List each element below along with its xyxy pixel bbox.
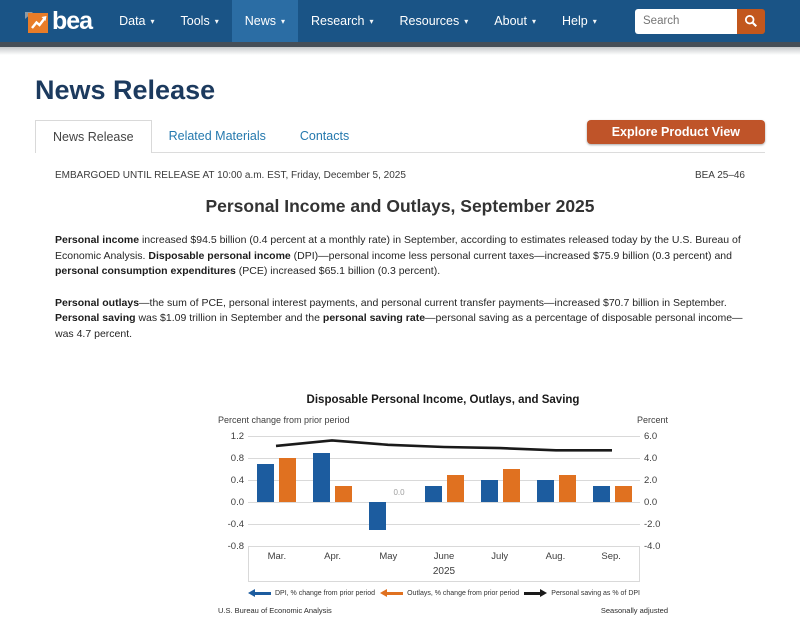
nav-item-research[interactable]: Research ▾ [311,14,374,28]
right-tick-label: 0.0 [644,496,658,508]
chart-title: Disposable Personal Income, Outlays, and Saving [306,394,580,407]
plot-area [248,436,640,546]
search-input[interactable] [635,9,737,34]
tabs-row [35,120,765,153]
article-body [35,233,765,342]
right-tick-label: 4.0 [644,452,658,464]
tab-related-materials[interactable]: Related Materials [168,129,266,143]
release-number: BEA 25–46 [694,170,745,181]
chevron-down-icon: ▾ [214,16,219,26]
right-axis-ticks [642,430,668,552]
bea-chart-logo-icon [24,9,49,34]
legend-label: DPI, % change from prior period [275,589,375,597]
source-note: U.S. Bureau of Economic Analysis [218,606,332,616]
bea-logo[interactable] [24,0,92,42]
nav-item-about[interactable]: About ▾ [494,14,536,28]
legend-item [524,589,640,597]
plot-wrap [218,430,668,552]
embargo-text: EMBARGOED UNTIL RELEASE AT 10:00 a.m. EST, Friday, December 5, 2025 [55,170,406,181]
nav-item-tools[interactable]: Tools ▾ [180,14,219,28]
nav-item-news[interactable]: News ▾ [232,0,298,42]
x-axis-months [249,546,639,566]
nav-item-data[interactable]: Data ▾ [119,14,155,28]
legend-item [380,589,519,597]
page-title: News Release [35,75,216,105]
left-axis-ticks [218,430,244,552]
month-label: June [433,551,455,563]
explore-product-view-button[interactable]: Explore Product View [587,120,765,144]
chevron-down-icon: ▾ [369,16,374,26]
right-tick-label: 2.0 [644,474,658,486]
legend-label: Personal saving as % of DPI [551,589,640,597]
saving-rate-line [248,436,640,546]
search-button[interactable] [737,9,765,34]
month-label: Aug. [545,551,566,563]
x-axis-year: 2025 [432,566,456,578]
chevron-down-icon: ▾ [280,16,285,26]
month-label: Sep. [601,551,621,563]
nav-item-help[interactable]: Help ▾ [561,14,597,28]
main-content [0,75,800,615]
right-tick-label: 6.0 [644,430,658,442]
right-tick-label: -4.0 [644,540,661,552]
nav-item-resources[interactable]: Resources ▾ [399,14,469,28]
arrow-right-icon [524,589,547,597]
header-shadow [0,47,800,55]
left-axis-label: Percent change from prior period [218,415,350,426]
left-tick-label: 0.0 [230,496,244,508]
chart-axis-header [218,415,668,425]
search-icon [744,14,758,28]
chevron-down-icon: ▾ [464,16,469,26]
month-label: Mar. [267,551,287,563]
left-tick-label: -0.4 [227,518,244,530]
search-area [635,0,765,42]
zero-value-label: 0.0 [393,488,405,498]
logo-text: bea [52,6,93,35]
legend-item [248,589,375,597]
paragraph-2: Personal outlays—the sum of PCE, personal interest payments, and personal current transfer payments—increased $70.7 billion in September. Personal saving was $1.09 trillion in September and the personal saving rate—personal saving as a percentage of disposable personal income—was 4.7 percent. [55,296,743,340]
chart-source-row [218,606,668,615]
main-nav [106,0,610,42]
chevron-down-icon: ▾ [592,16,597,26]
chevron-down-icon: ▾ [531,16,536,26]
left-tick-label: 0.4 [230,474,244,486]
left-tick-label: -0.8 [227,540,244,552]
month-label: Apr. [324,551,342,563]
chart-figure [218,394,668,615]
legend-label: Outlays, % change from prior period [407,589,520,597]
release-meta-row [55,170,745,181]
x-axis-box [248,546,640,582]
month-label: May [379,551,398,563]
chevron-down-icon: ▾ [150,16,155,26]
arrow-left-icon [248,589,271,597]
right-tick-label: -2.0 [644,518,661,530]
arrow-left-icon [380,589,403,597]
tab-contacts[interactable]: Contacts [299,129,350,143]
paragraph-1: Personal income increased $94.5 billion (0.4 percent at a monthly rate) in September, according to estimates released today by the U.S. Bureau of Economic Analysis. Disposable personal income (DPI)—personal income less personal current taxes—increased $75.9 billion (0.3 percent) and personal consumption expenditures (PCE) increased $65.1 billion (0.3 percent). [55,234,741,278]
month-label: July [491,551,509,563]
tab-news-release[interactable]: News Release [35,120,152,153]
right-axis-label: Percent [636,415,668,426]
article-title: Personal Income and Outlays, September 2025 [205,196,595,216]
adjustment-note: Seasonally adjusted [600,606,668,616]
left-tick-label: 1.2 [230,430,244,442]
chart-legend [248,589,640,597]
site-header [0,0,800,42]
left-tick-label: 0.8 [230,452,244,464]
